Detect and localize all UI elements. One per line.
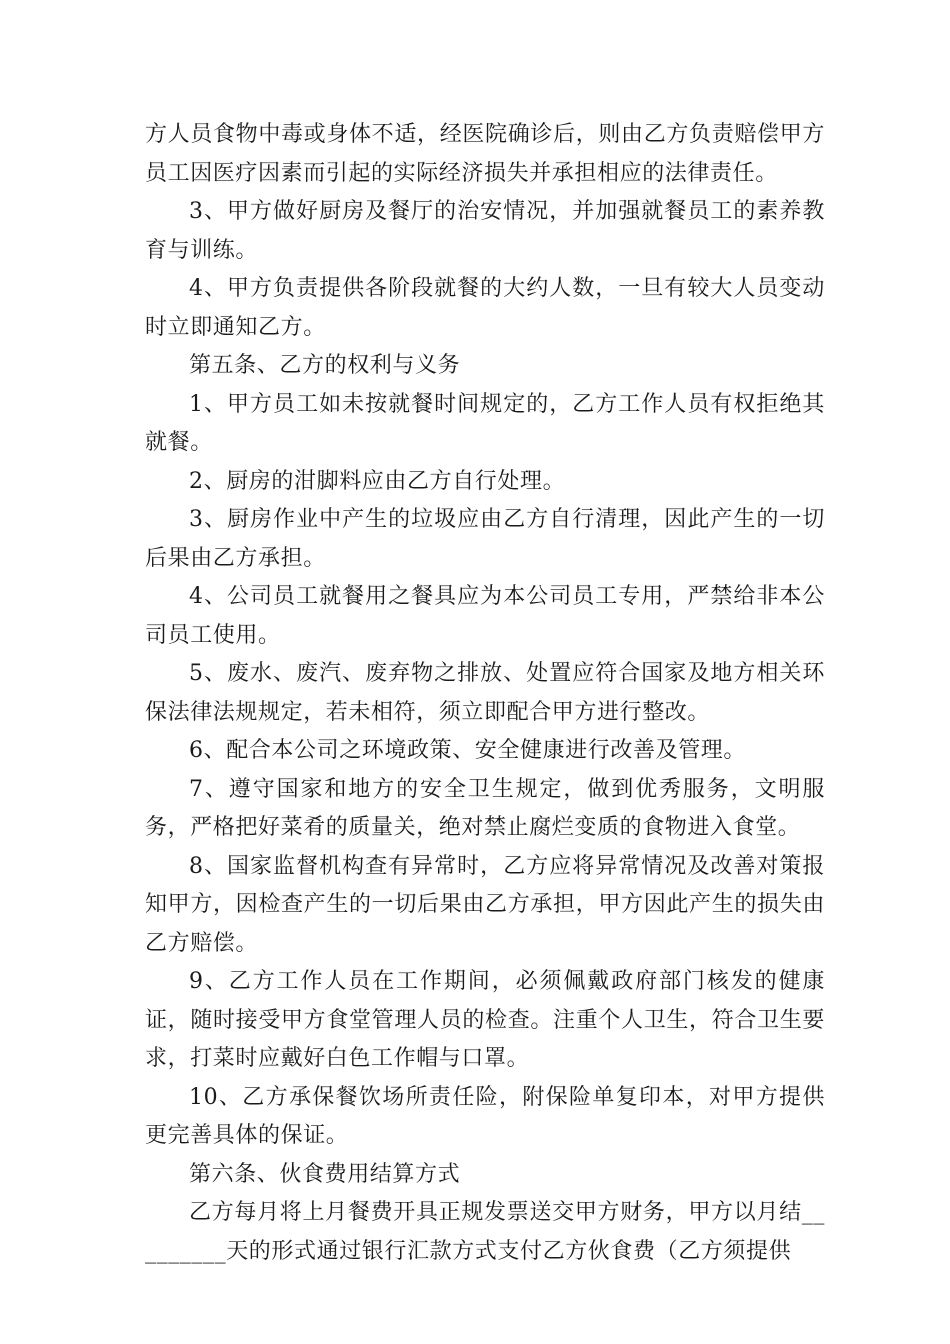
clause-paragraph: 3、厨房作业中产生的垃圾应由乙方自行清理，因此产生的一切后果由乙方承担。: [145, 507, 825, 571]
clause-paragraph: 8、国家监督机构查有异常时，乙方应将异常情况及改善对策报知甲方，因检查产生的一切后果由乙方承担，甲方因此产生的损失由乙方赔偿。: [145, 853, 825, 956]
document-body: [145, 116, 825, 1271]
clause-paragraph: 乙方每月将上月餐费开具正规发票送交甲方财务，甲方以月结_________天的形式通过银行汇款方式支付乙方伙食费（乙方须提供: [145, 1200, 825, 1264]
clause-paragraph: 3、甲方做好厨房及餐厅的治安情况，并加强就餐员工的素养教育与训练。: [145, 199, 825, 263]
section-heading: 第五条、乙方的权利与义务: [189, 353, 461, 378]
paragraph-continuation: 方人员食物中毒或身体不适，经医院确诊后，则由乙方负责赔偿甲方员工因医疗因素而引起的实际经济损失并承担相应的法律责任。: [145, 122, 825, 186]
clause-paragraph: 5、废水、废汽、废弃物之排放、处置应符合国家及地方相关环保法律法规规定，若未相符，须立即配合甲方进行整改。: [145, 661, 825, 725]
clause-paragraph: 1、甲方员工如未按就餐时间规定的，乙方工作人员有权拒绝其就餐。: [145, 391, 825, 455]
clause-paragraph: 6、配合本公司之环境政策、安全健康进行改善及管理。: [189, 738, 746, 763]
clause-paragraph: 2、厨房的泔脚料应由乙方自行处理。: [189, 468, 566, 494]
clause-paragraph: 10、乙方承保餐饮场所责任险，附保险单复印本，对甲方提供更完善具体的保证。: [145, 1084, 825, 1148]
clause-paragraph: 7、遵守国家和地方的安全卫生规定，做到优秀服务，文明服务，严格把好菜肴的质量关，绝对禁止腐烂变质的食物进入食堂。: [145, 776, 825, 840]
clause-paragraph: 4、公司员工就餐用之餐具应为本公司员工专用，严禁给非本公司员工使用。: [145, 584, 825, 648]
clause-paragraph: 9、乙方工作人员在工作期间，必须佩戴政府部门核发的健康证，随时接受甲方食堂管理人员的检查。注重个人卫生，符合卫生要求，打菜时应戴好白色工作帽与口罩。: [145, 969, 825, 1071]
section-heading: 第六条、伙食费用结算方式: [189, 1161, 461, 1187]
clause-paragraph: 4、甲方负责提供各阶段就餐的大约人数，一旦有较大人员变动时立即通知乙方。: [145, 276, 825, 340]
